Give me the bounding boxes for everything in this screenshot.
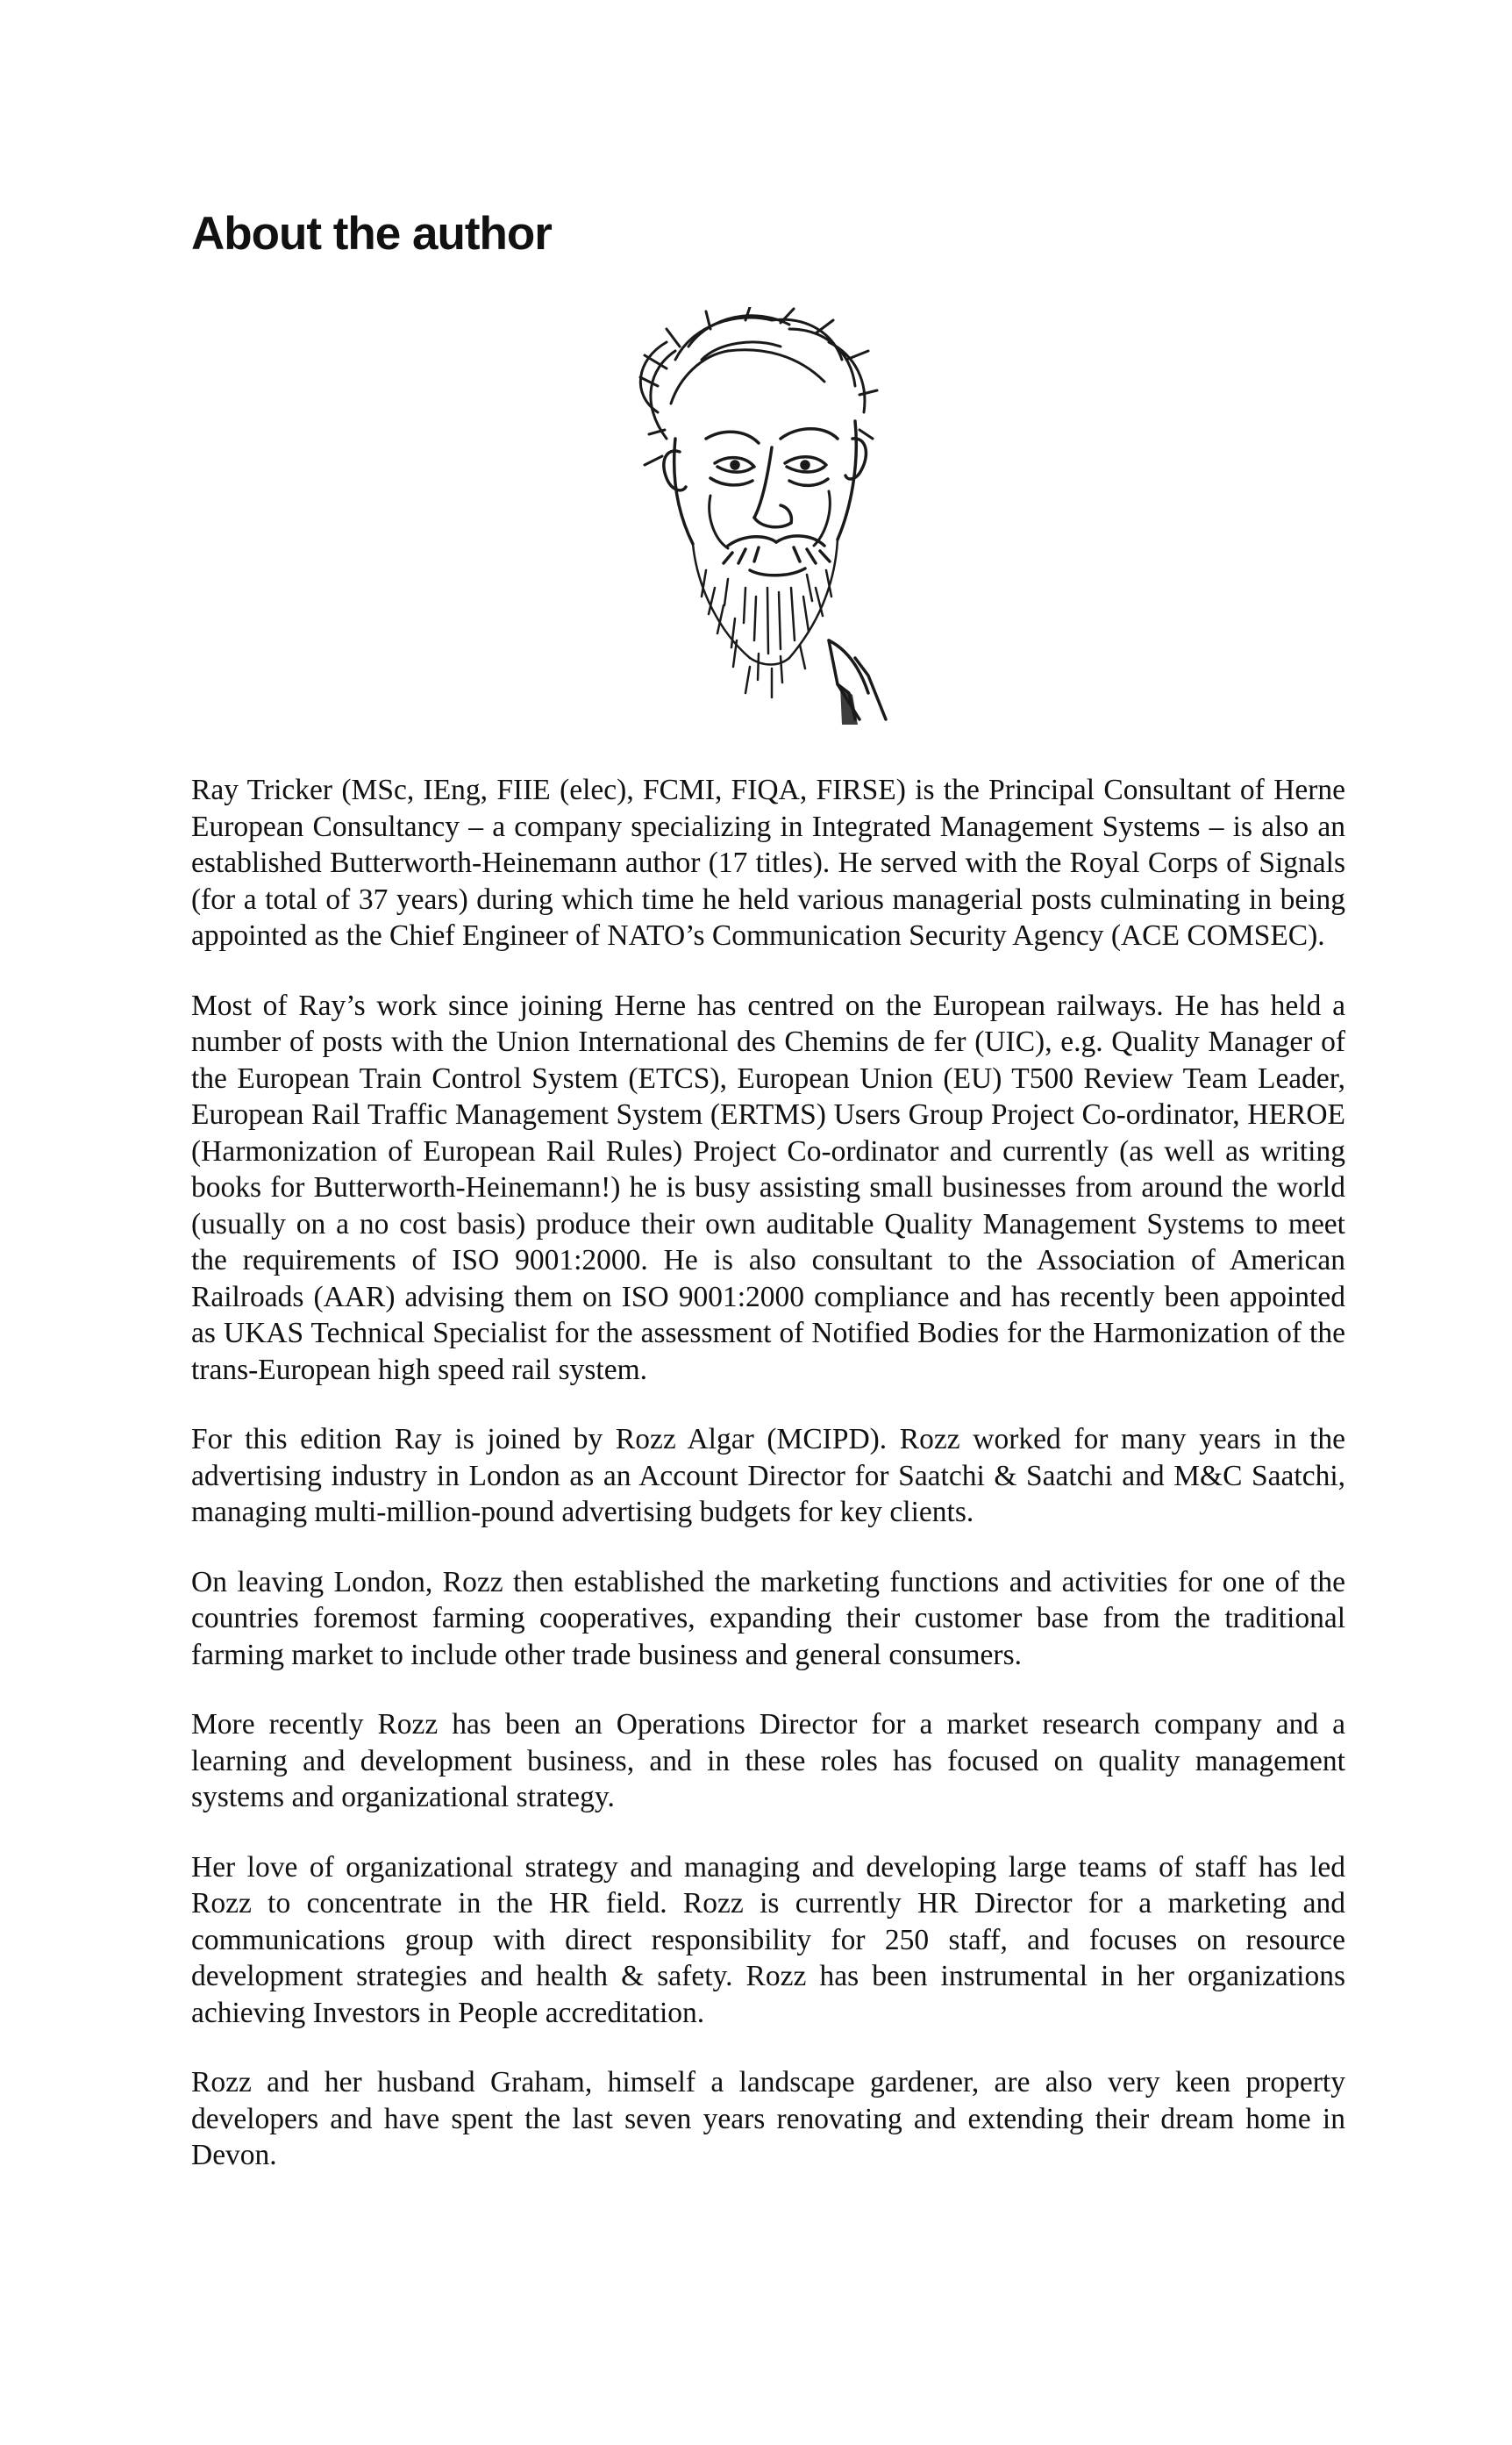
paragraph-rozz-algar-intro: For this edition Ray is joined by Rozz Algar (MCIPD). Rozz worked for many years in the advertising industry in London as an Account Director for Saatchi & Saatchi and M&C Saatchi, managing multi-million-pound advertising budgets for key clients. bbox=[191, 1423, 1345, 1528]
paragraph-ray-railway-work: Most of Ray’s work since joining Herne has centred on the European railways. He has held a number of posts with the Union International des Chemins de fer (UIC), e.g. Quality Manager of the European Train Control System (ETCS), European Union (EU) T500 Review Team Leader, European Rail Traffic Management System (ERTMS) Users Group Project Co-ordinator, HEROE (Harmonization of European Rail Rules) Project Co-ordinator and currently (as well as writing books for Butterworth-Heinemann!) he is busy assisting small businesses from around the world (usually on a no cost basis) produce their own auditable Quality Management Systems to meet the requirements of ISO 9001:2000. He is also consultant to the Association of American Railroads (AAR) advising them on ISO 9001:2000 compliance and has recently been appointed as UKAS Technical Specialist for the assessment of Notified Bodies for the Harmonization of the trans-European high speed rail system. bbox=[191, 989, 1345, 1386]
nose bbox=[754, 447, 791, 527]
page-title: About the author bbox=[191, 208, 552, 260]
paragraph-ray-tricker-intro: Ray Tricker (MSc, IEng, FIIE (elec), FCMI, FIQA, FIRSE) is the Principal Consultant of Herne European Consultancy – a company specializing in Integrated Management Systems – is also an established Butterworth-Heinemann author (17 titles). He served with the Royal Corps of Signals (for a total of 37 years) during which time he held various managerial posts culminating in being appointed as the Chief Engineer of NATO’s Communication Security Agency (ACE COMSEC). bbox=[191, 774, 1345, 952]
biography-text bbox=[191, 772, 1345, 2207]
mouth bbox=[750, 568, 805, 576]
author-portrait-illustration bbox=[605, 307, 921, 728]
paragraph-rozz-hr: Her love of organizational strategy and managing and developing large teams of staff has led Rozz to concentrate in the HR field. Rozz is currently HR Director for a marketing and communications group with direct responsibility for 250 staff, and focuses on resource development strategies and health & safety. Rozz has been instrumental in her organizations achieving Investors in People accreditation. bbox=[191, 1850, 1345, 2029]
collar-and-tie bbox=[829, 640, 886, 719]
moustache bbox=[724, 536, 830, 563]
paragraph-rozz-marketing: On leaving London, Rozz then established the marketing functions and activities for one of the countries foremost farming cooperatives, expanding their customer base from the traditional farming market to include other trade business and general consumers. bbox=[191, 1565, 1345, 1671]
paragraph-rozz-operations: More recently Rozz has been an Operations Director for a market research company and a learning and development business, and in these roles has focused on quality management systems and organizational strategy. bbox=[191, 1708, 1345, 1813]
paragraph-rozz-personal: Rozz and her husband Graham, himself a landscape gardener, are also very keen property developers and have spent the last seven years renovating and extending their dream home in Devon. bbox=[191, 2066, 1345, 2171]
